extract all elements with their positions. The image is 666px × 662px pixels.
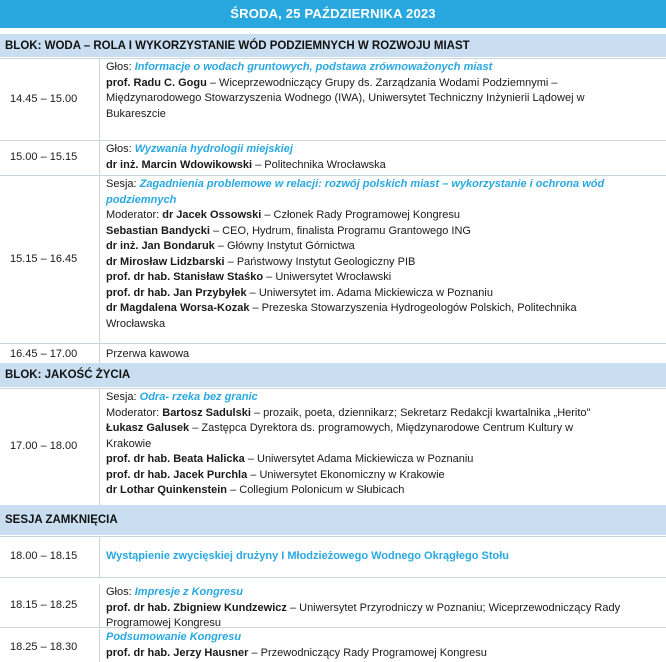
agenda-row-break [0,343,666,363]
speaker-name: Sebastian Bandycki [106,224,210,237]
agenda-row [0,388,666,505]
speaker-name: dr Lothar Quinkenstein [106,484,228,496]
speaker-affiliation: Programowej Kongresu [106,617,221,629]
speaker-affiliation: – Uniwersytet Ekonomiczny w Krakowie [247,468,445,481]
session-topic: Zagadnienia problemowe w relacji: rozwój polskich miast – wykorzystanie i ochrona wód [139,178,605,190]
agenda-row [0,175,666,343]
session-type: Sesja: [106,178,137,190]
speaker-name: prof. dr hab. Zbigniew Kundzewicz [106,601,287,614]
speaker-affiliation: – Prezeska Stowarzyszenia Hydrogeologów Polskich, Politechnika [249,302,577,314]
speaker-affiliation: – Politechnika Wrocławska [252,158,386,171]
speaker-name: prof. dr hab. Jerzy Hausner [106,646,249,659]
speaker-affiliation: – Przewodniczący Rady Programowej Kongresu [248,646,487,659]
session-topic: Podsumowanie Kongresu [106,631,242,643]
session-type: Głos: [106,586,132,598]
moderator-label: Moderator: [106,406,163,419]
agenda-row [0,140,666,175]
agenda-row [0,577,666,627]
speaker-affiliation: – Główny Instytut Górnictwa [214,240,355,252]
session-content [99,141,666,175]
speaker-name: prof. dr hab. Stanisław Staśko [106,271,264,283]
speaker-name: prof. dr hab. Beata Halicka [106,453,245,465]
moderator-label: Moderator: [106,209,163,221]
session-type: Sesja: [106,391,137,403]
speaker-name: Łukasz Galusek [106,422,190,434]
session-topic: Informacje o wodach gruntowych, podstawa zrównoważonych miast [134,61,493,73]
session-topic: Odra- rzeka bez granic [139,391,258,403]
speaker-name: Bartosz Sadulski [162,406,251,419]
speaker-affiliation: – Collegium Polonicum w Słubicach [227,484,405,496]
session-time: 15.15 – 16.45 [10,252,78,265]
speaker-affiliation: – Zastępca Dyrektora ds. programowych, Międzynarodowe Centrum Kultury w [189,422,574,434]
speaker-affiliation: Wrocławska [106,317,166,330]
session-topic-continued: podziemnych [106,193,177,206]
session-time: 18.15 – 18.25 [10,598,78,611]
speaker-affiliation: Bukareszcie [106,107,166,120]
speaker-name: dr Jacek Ossowski [162,209,262,221]
session-content [99,537,666,577]
speaker-affiliation: – Uniwersytet Wrocławski [263,271,392,283]
speaker-name: dr inż. Marcin Wdowikowski [106,158,253,171]
session-topic: Wyzwania hydrologii miejskiej [134,143,293,155]
session-type: Głos: [106,61,132,73]
session-time: 18.00 – 18.15 [10,550,78,563]
session-content [99,59,666,140]
session-time: 16.45 – 17.00 [10,347,78,360]
session-time: 15.00 – 15.15 [10,151,78,164]
agenda-row [0,627,666,662]
speaker-affiliation: – Uniwersytet Przyrodniczy w Poznaniu; Wiceprzewodniczący Rady [286,601,621,614]
day-title: ŚRODA, 25 PAŹDZIERNIKA 2023 [0,0,666,28]
speaker-name: prof. Radu C. Gogu [106,76,207,89]
session-content [99,389,666,505]
speaker-affiliation: Krakowie [106,437,152,450]
speaker-name: dr Magdalena Worsa-Kozak [106,302,250,314]
session-content [99,629,666,662]
session-time: 17.00 – 18.00 [10,440,78,453]
coffee-break-label: Przerwa kawowa [99,344,666,363]
block-title-water: BLOK: WODA – ROLA I WYKORZYSTANIE WÓD PODZIEMNYCH W ROZWOJU MIAST [0,34,666,58]
speaker-name: prof. dr hab. Jacek Purchla [106,468,248,481]
speaker-name: prof. dr hab. Jan Przybyłek [106,286,247,299]
speaker-affiliation: – CEO, Hydrum, finalista Programu Grantowego ING [209,224,471,237]
speaker-affiliation: – Członek Rady Programowej Kongresu [261,209,461,221]
speaker-name: dr Mirosław Lidzbarski [106,255,225,268]
session-time: 18.25 – 18.30 [10,641,78,654]
speaker-affiliation: – Uniwersytet Adama Mickiewicza w Poznaniu [244,453,474,465]
speaker-affiliation: – Uniwersytet im. Adama Mickiewicza w Poznaniu [246,286,493,299]
block-title-quality-of-life: BLOK: JAKOŚĆ ŻYCIA [0,363,666,388]
speaker-name: dr inż. Jan Bondaruk [106,240,215,252]
agenda-row [0,58,666,140]
speaker-affiliation: – Państwowy Instytut Geologiczny PIB [224,255,416,268]
session-type: Głos: [106,143,132,155]
session-time: 14.45 – 15.00 [10,92,78,105]
speaker-affiliation: Międzynarodowego Stowarzyszenia Wodnego (IWA), Uniwersytet Techniczny Inżynierii Lądowej w [106,92,585,104]
session-topic: Impresje z Kongresu [134,586,243,598]
agenda-row [0,536,666,577]
session-topic: Wystąpienie zwycięskiej drużyny I Młodzieżowego Wodnego Okrągłego Stołu [106,549,509,562]
speaker-affiliation: – prozaik, poeta, dziennikarz; Sekretarz Redakcji kwartalnika „Herito" [250,406,591,419]
speaker-affiliation: – Wiceprzewodniczący Grupy ds. Zarządzania Wodami Podziemnymi – [206,76,558,89]
session-content [99,584,666,627]
block-title-closing-session: SESJA ZAMKNIĘCIA [0,505,666,536]
session-content [99,176,666,343]
